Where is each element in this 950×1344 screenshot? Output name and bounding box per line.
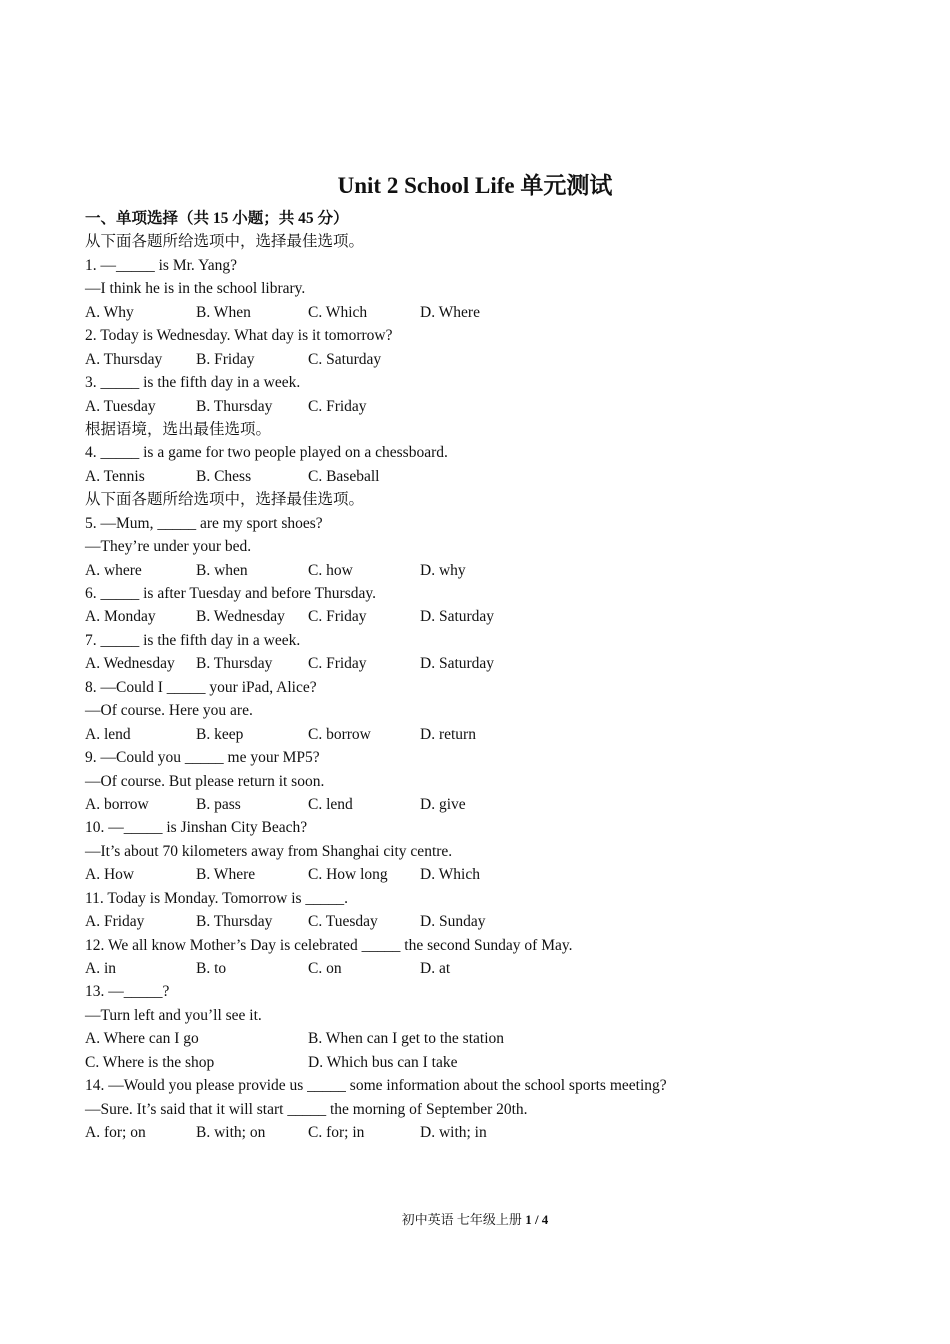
answer-option: B. Wednesday (196, 608, 285, 626)
question-line: —I think he is in the school library. (85, 280, 306, 298)
answer-options (85, 957, 885, 980)
answer-option: A. Where can I go (85, 1030, 199, 1048)
answer-option: A. Why (85, 303, 134, 321)
answer-option: A. How (85, 866, 135, 884)
answer-option: A. Monday (85, 608, 156, 626)
question-line: 2. Today is Wednesday. What day is it tomorrow? (85, 327, 393, 345)
answer-option: C. Friday (308, 397, 367, 415)
answer-options (85, 863, 885, 886)
question-line: 1. —_____ is Mr. Yang? (85, 256, 238, 274)
answer-option: C. Baseball (308, 467, 380, 485)
answer-option: D. with; in (420, 1124, 487, 1142)
answer-option: D. Saturday (420, 608, 495, 626)
answer-option: A. where (85, 561, 142, 579)
question-line: 10. —_____ is Jinshan City Beach? (85, 819, 308, 837)
page-number: 1 / 4 (525, 1212, 549, 1227)
answer-option: B. to (196, 960, 227, 977)
answer-options (85, 652, 885, 675)
page-title: Unit 2 School Life 单元测试 (337, 173, 613, 198)
question-line: —Sure. It’s said that it will start _____ the morning of September 20th. (85, 1100, 528, 1118)
question-line: 根据语境，选出最佳选项。 (85, 420, 272, 438)
answer-option: C. Friday (308, 608, 367, 626)
answer-options (85, 395, 885, 418)
question-line: 从下面各题所给选项中，选择最佳选项。 (85, 491, 365, 509)
answer-option: C. Friday (308, 655, 367, 673)
answer-options (85, 605, 885, 628)
question-line: 6. _____ is after Tuesday and before Thursday. (85, 585, 377, 602)
question-line: 9. —Could you _____ me your MP5? (85, 749, 320, 767)
answer-options (85, 1051, 885, 1074)
question-line: 8. —Could I _____ your iPad, Alice? (85, 678, 317, 696)
answer-option: C. Which (308, 303, 368, 321)
question-line: 11. Today is Monday. Tomorrow is _____. (85, 889, 349, 907)
answer-option: D. why (420, 561, 466, 579)
answer-option: B. Thursday (196, 397, 273, 415)
answer-options (85, 465, 885, 488)
answer-option: C. on (308, 960, 342, 977)
answer-option: D. Which bus can I take (308, 1053, 458, 1071)
answer-option: B. Chess (196, 467, 252, 485)
answer-option: A. in (85, 960, 116, 977)
answer-option: A. Thursday (85, 350, 163, 368)
answer-option: C. for; in (308, 1124, 365, 1142)
answer-option: A. lend (85, 725, 131, 743)
answer-options (85, 1027, 885, 1050)
answer-option: D. at (420, 960, 451, 977)
document-page (85, 0, 885, 1344)
answer-option: D. Which (420, 866, 480, 884)
question-line: —Of course. But please return it soon. (85, 772, 325, 790)
answer-options (85, 910, 885, 933)
answer-option: B. Where (196, 866, 256, 884)
answer-options (85, 723, 885, 746)
section-heading: 一、单项选择（共 15 小题；共 45 分） (85, 210, 349, 227)
question-line: 14. —Would you please provide us _____ some information about the school sports meeting? (85, 1077, 667, 1095)
answer-options (85, 1121, 885, 1144)
question-line: 13. —_____? (85, 983, 170, 1001)
question-line: 5. —Mum, _____ are my sport shoes? (85, 514, 323, 532)
answer-option: B. Thursday (196, 655, 273, 673)
answer-option: D. return (420, 725, 476, 743)
answer-options (85, 793, 885, 816)
answer-option: B. when (196, 561, 248, 579)
answer-option: B. When (196, 303, 251, 321)
answer-option: B. pass (196, 795, 241, 813)
answer-option: D. give (420, 795, 466, 813)
question-line: 12. We all know Mother’s Day is celebrated _____ the second Sunday of May. (85, 936, 573, 954)
answer-option: C. lend (308, 795, 353, 813)
answer-option: B. Thursday (196, 913, 273, 931)
question-line: —It’s about 70 kilometers away from Shanghai city centre. (85, 842, 453, 860)
answer-options (85, 348, 885, 371)
page-footer (0, 1210, 950, 1230)
question-line: 7. _____ is the fifth day in a week. (85, 631, 301, 649)
question-line: —Of course. Here you are. (85, 702, 253, 720)
answer-option: C. Where is the shop (85, 1053, 215, 1071)
footer-text: 初中英语 七年级上册 (401, 1212, 526, 1227)
answer-option: C. Tuesday (308, 913, 378, 931)
answer-option: D. Saturday (420, 655, 495, 673)
question-line: —Turn left and you’ll see it. (85, 1006, 262, 1024)
answer-option: C. Saturday (308, 350, 382, 368)
question-line: —They’re under your bed. (85, 538, 252, 556)
question-line: 从下面各题所给选项中，选择最佳选项。 (85, 233, 365, 251)
answer-option: A. borrow (85, 795, 149, 813)
answer-option: A. Wednesday (85, 655, 175, 673)
answer-option: C. How long (308, 866, 388, 884)
answer-option: A. Tennis (85, 467, 145, 485)
answer-option: B. keep (196, 725, 244, 743)
answer-option: B. When can I get to the station (308, 1030, 504, 1048)
answer-option: C. how (308, 561, 353, 579)
answer-option: A. Tuesday (85, 397, 156, 415)
question-content (85, 207, 885, 1145)
question-line: 4. _____ is a game for two people played on a chessboard. (85, 444, 448, 462)
answer-option: B. Friday (196, 350, 255, 368)
answer-option: A. Friday (85, 913, 145, 931)
answer-option: C. borrow (308, 725, 371, 743)
question-line: 3. _____ is the fifth day in a week. (85, 374, 301, 392)
answer-options (85, 559, 885, 582)
answer-option: A. for; on (85, 1124, 146, 1142)
answer-option: D. Sunday (420, 913, 486, 931)
answer-option: D. Where (420, 303, 480, 321)
answer-options (85, 301, 885, 324)
answer-option: B. with; on (196, 1124, 266, 1142)
